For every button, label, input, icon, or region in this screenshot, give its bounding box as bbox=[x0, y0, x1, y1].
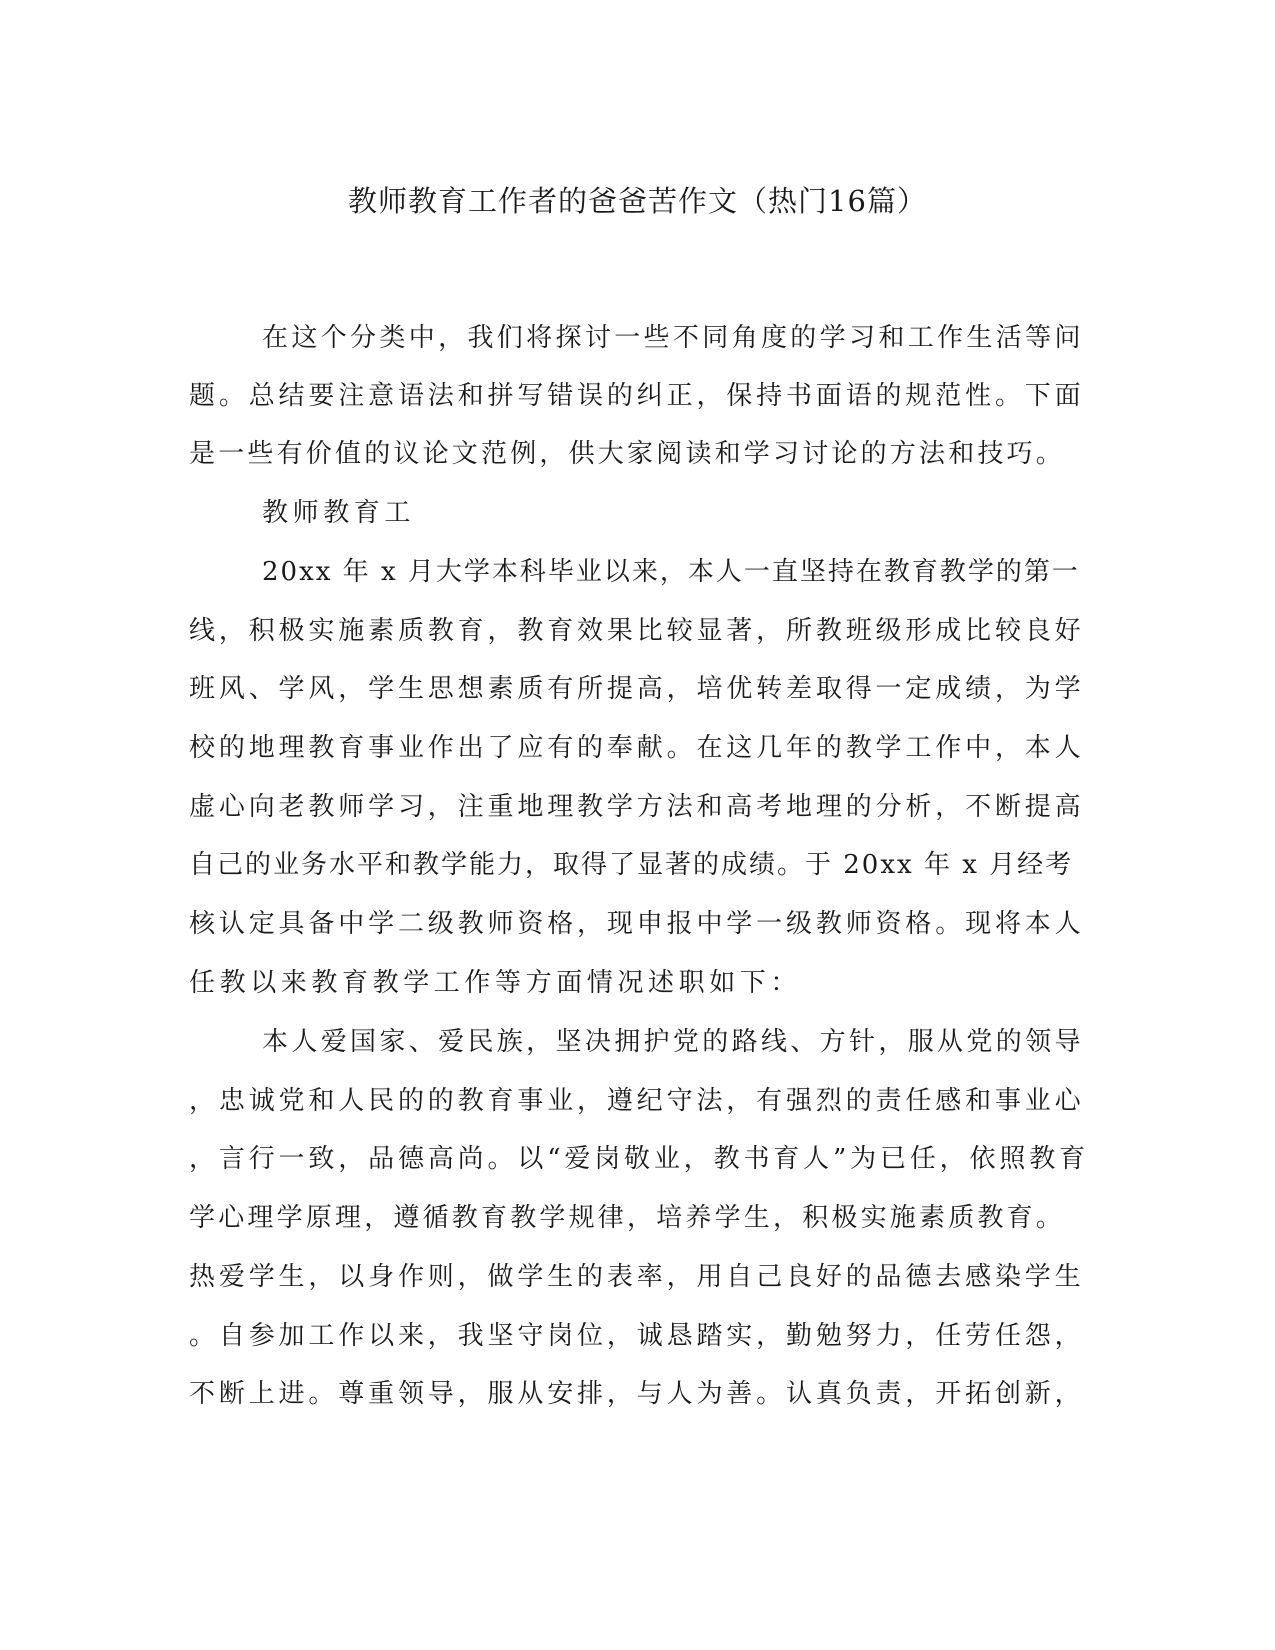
body-line: 学心理学原理，遵循教育教学规律，培养学生，积极实施素质教育。 bbox=[189, 1203, 1066, 1233]
body-line: 任教以来教育教学工作等方面情况述职如下： bbox=[189, 968, 802, 998]
body-line: 热爱学生，以身作则，做学生的表率，用自己良好的品德去感染学生 bbox=[189, 1262, 1085, 1292]
body-line: 。自参加工作以来，我坚守岗位，诚恳踏实，勤勉努力，任劳任怨， bbox=[189, 1321, 1085, 1351]
body-line: ，言行一致，品德高尚。以“爱岗敬业，教书育人”为已任，依照教育 bbox=[189, 1144, 1089, 1174]
body-line: 本人爱国家、爱民族，坚决拥护党的路线、方针，服从党的领导 bbox=[262, 1027, 1084, 1057]
body-line: 校的地理教育事业作出了应有的奉献。在这几年的教学工作中，本人 bbox=[189, 733, 1085, 763]
body-line: 班风、学风，学生思想素质有所提高，培优转差取得一定成绩，为学 bbox=[189, 674, 1085, 704]
body-line: 不断上进。尊重领导，服从安排，与人为善。认真负责，开拓创新， bbox=[189, 1379, 1085, 1409]
body-line: 题。总结要注意语法和拼写错误的纠正，保持书面语的规范性。下面 bbox=[189, 381, 1085, 411]
body-line: 自己的业务水平和教学能力，取得了显著的成绩。于 20xx 年 x 月经考 bbox=[189, 850, 1074, 880]
document-title: 教师教育工作者的爸爸苦作文（热门16篇） bbox=[348, 184, 927, 218]
body-line: 20xx 年 x 月大学本科毕业以来，本人一直坚持在教育教学的第一 bbox=[262, 557, 1080, 587]
body-line: ，忠诚党和人民的的教育事业，遵纪守法，有强烈的责任感和事业心 bbox=[189, 1086, 1085, 1116]
body-line: 核认定具备中学二级教师资格，现申报中学一级教师资格。现将本人 bbox=[189, 909, 1085, 939]
body-line: 教师教育工 bbox=[262, 498, 416, 528]
body-line: 线，积极实施素质教育，教育效果比较显著，所教班级形成比较良好 bbox=[189, 616, 1085, 646]
body-line: 在这个分类中，我们将探讨一些不同角度的学习和工作生活等问 bbox=[262, 323, 1084, 353]
body-line: 是一些有价值的议论文范例，供大家阅读和学习讨论的方法和技巧。 bbox=[189, 439, 1066, 469]
body-line: 虚心向老教师学习，注重地理教学方法和高考地理的分析，不断提高 bbox=[189, 792, 1085, 822]
